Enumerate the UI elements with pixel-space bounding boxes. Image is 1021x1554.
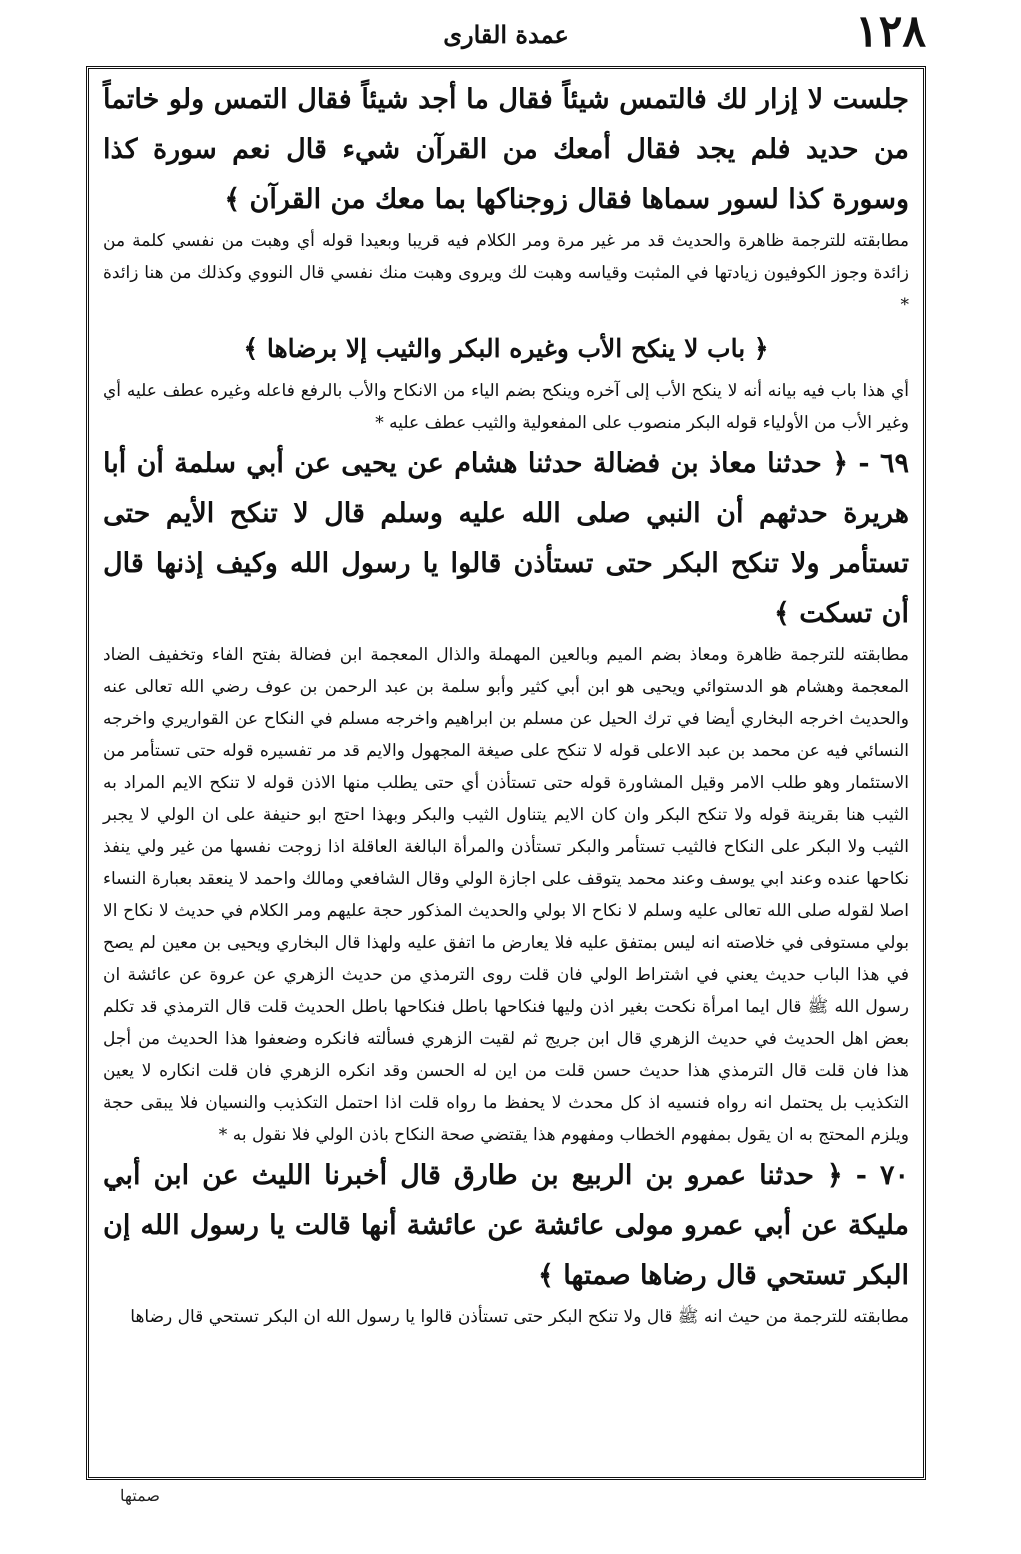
- commentary-text: مطابقته للترجمة ظاهرة والحديث قد مر غير مرة ومر الكلام فيه قريبا وبعيدا قوله أي وهبت من نفسي كلمة من زائدة وجوز الكوفيون زيادتها في المثبت وقياسه وهبت لك ويروى وهبت منك نفسي قال النووي وكذلك من هنا زائدة *: [103, 231, 909, 315]
- catchword: صمتها: [120, 1486, 160, 1505]
- hadith-text: جلست لا إزار لك فالتمس شيئاً فقال ما أجد شيئاً فقال التمس ولو خاتماً من حديد فلم يجد فقال أمعك من القرآن شيء قال نعم سورة كذا وسورة كذا لسور سماها فقال زوجناكها بما معك من القرآن ﴾: [103, 84, 909, 215]
- hadith-text: ٦٩ - ﴿ حدثنا معاذ بن فضالة حدثنا هشام عن يحيى عن أبي سلمة أن أبا هريرة حدثهم أن النبي صلى الله عليه وسلم قال لا تنكح الأيم حتى تستأمر ولا تنكح البكر حتى تستأذن قالوا يا رسول الله وكيف إذنها قال أن تسكت ﴾: [103, 448, 909, 629]
- page-content: [89, 69, 923, 1333]
- commentary-text: مطابقته للترجمة من حيث انه ﷺ قال ولا تنكح البكر حتى تستأذن قالوا يا رسول الله ان البكر تستحي قال رضاها: [130, 1307, 909, 1327]
- text-frame: [86, 66, 926, 1480]
- commentary-text: مطابقته للترجمة ظاهرة ومعاذ بضم الميم وبالعين المهملة والذال المعجمة ابن فضالة بفتح الفاء وتخفيف الضاد المعجمة وهشام هو الدستوائي ويحيى هو ابن أبي كثير وأبو سلمة بن عبد الرحمن بن عوف رضي الله تعالى عنه والحديث اخرجه البخاري أيضا في ترك الحيل عن مسلم بن ابراهيم واخرجه مسلم في النكاح عن القواريري واخرجه النسائي فيه عن محمد بن عبد الاعلى قوله لا تنكح على صيغة المجهول والايم قد مر تفسيره قوله حتى تستأمر من الاستئمار وهو طلب الامر وقيل المشاورة قوله حتى تستأذن أي حتى يطلب منها الاذن قوله لا تنكح الايم المراد به الثيب هنا بقرينة قوله ولا تنكح البكر وان كان الايم يتناول الثيب والبكر وبهذا احتج ابو حنيفة على ان الولي لا يجبر الثيب ولا البكر على النكاح فالثيب تستأمر والبكر تستأذن والمرأة البالغة العاقلة اذا زوجت نفسها من غير ولي ينفذ نكاحها عنده وعند ابي يوسف وعند محمد يتوقف على اجازة الولي وقال الشافعي ومالك واحمد لا ينعقد بعبارة النساء اصلا لقوله صلى الله تعالى عليه وسلم لا نكاح الا بولي والحديث المذكور حجة عليهم ومر الكلام في حديث لا نكاح الا بولي مستوفى في خلاصته انه ليس بمتفق عليه فلا يعارض ما اتفق عليه ولهذا قال البخاري ويحيى بن معين لم يصح في هذا الباب حديث يعني في اشتراط الولي فان قلت روى الترمذي من حديث الزهري عن عروة عن عائشة ان رسول الله ﷺ قال ايما امرأة نكحت بغير اذن وليها فنكاحها باطل فنكاحها باطل الحديث قلت قال الترمذي قد تكلم بعض اهل الحديث في حديث الزهري قال ابن جريج ثم لقيت الزهري فسألته فانكره وضعفوا هذا الحديث من أجل هذا فان قلت قال الترمذي هذا حديث حسن قلت من اين له الحسن وقد انكره الزهري فان قلت انكاره لا يعين التكذيب بل يحتمل انه رواه فنسيه اذ كل محدث لا يحفظ ما رواه قلت اذا احتمل التكذيب والنسيان فلا يبقى حجة ويلزم المحتج به ان يقول بمفهوم الخطاب ومفهوم هذا يقتضي صحة النكاح باذن الولي فلا نقول به *: [103, 645, 909, 1145]
- page-header: [86, 6, 926, 62]
- commentary-text: أي هذا باب فيه بيانه أنه لا ينكح الأب إلى آخره وينكح بضم الياء من الانكاح والأب بالرفع فاعله وغيره عطف عليه أي وغير الأب من الأولياء قوله البكر منصوب على المفعولية والثيب عطف عليه *: [103, 381, 909, 433]
- page-number: ١٢٨: [855, 6, 926, 57]
- hadith-text: ٧٠ - ﴿ حدثنا عمرو بن الربيع بن طارق قال أخبرنا الليث عن ابن أبي مليكة عن أبي عمرو مولى عائشة عن عائشة أنها قالت يا رسول الله إن البكر تستحي قال رضاها صمتها ﴾: [103, 1160, 909, 1291]
- running-title: عمدة القاری: [443, 20, 569, 49]
- chapter-heading: ﴿ باب لا ينكح الأب وغيره البكر والثيب إلا برضاها ﴾: [243, 334, 769, 363]
